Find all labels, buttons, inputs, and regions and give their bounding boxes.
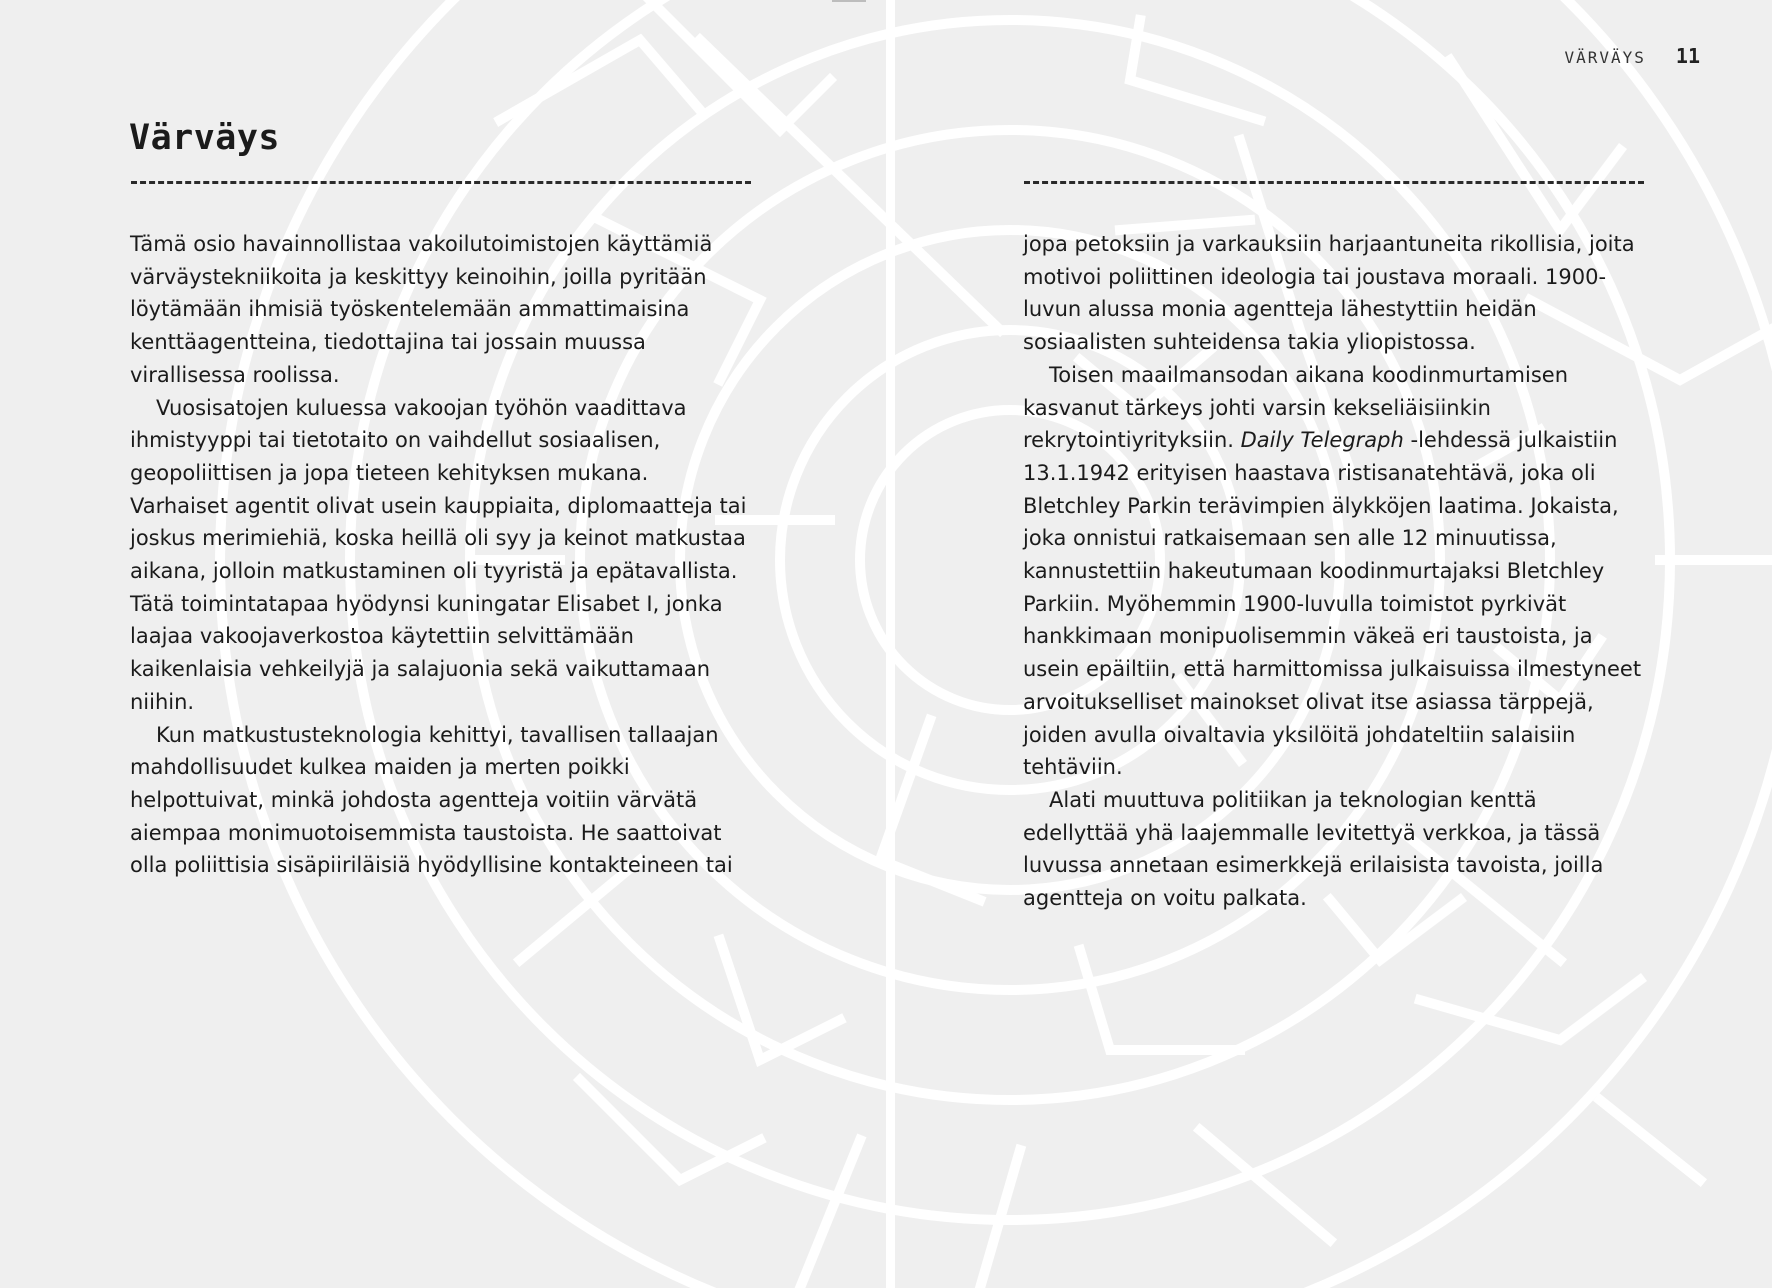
text-run: -lehdessä julkaistiin 13.1.1942 erityisen haastava ristisanatehtävä, joka oli Bletchley Parkin terävimpien älykköjen laatima. Jokaista, joka onnistui ratkaisemaan sen alle 12 minuutissa, kannustettiin hakeutumaan koodinmurtajaksi Bletchley Parkiin. Myöhemmin 1900-luvulla toimistot pyrkivät hankkimaan monipuolisemmin väkeä eri taustoista, ja usein epäiltiin, että harmittomissa julkaisuissa ilmestyneet arvoitukselliset mainokset olivat itse asiassa tärppejä, joiden avulla oivaltavia yksilöitä johdateltiin salaisiin tehtäviin. [1023,428,1642,780]
newspaper-name: Daily Telegraph [1240,428,1404,453]
running-head-title: VÄRVÄYS [1564,48,1646,67]
paragraph: Kun matkustusteknologia kehittyi, tavallisen tallaajan mahdollisuudet kulkea maiden ja merten poikki helpottuivat, minkä johdosta agentteja voitiin värvätä aiempaa monimuotoisemmista taustoista. He saattoivat olla poliittisia sisäpiiriläisiä hyödyllisine kontakteineen tai [130,722,733,878]
page-number: 11 [1675,44,1700,68]
chapter-title: Värväys [129,118,281,158]
left-column [130,228,750,882]
paragraph: Tämä osio havainnollistaa vakoilutoimistojen käyttämiä värväystekniikoita ja keskittyy keinoihin, joilla pyritään löytämään ihmisiä työskentelemään ammattimaisina kenttäagentteina, tiedottajina tai jossain muussa virallisessa roolissa. [130,232,713,387]
dashed-rule-left [131,181,751,184]
running-head [1520,44,1700,68]
paragraph: Alati muuttuva politiikan ja teknologian kenttä edellyttää yhä laajemmalle levitettyä verkkoa, ja tässä luvussa annetaan esimerkkejä erilaisista tavoista, joilla agentteja on voitu palkata. [1023,787,1604,911]
gutter-mark [832,0,866,2]
paragraph: jopa petoksiin ja varkauksiin harjaantuneita rikollisia, joita motivoi poliittinen ideologia tai joustava moraali. 1900-luvun alussa monia agentteja lähestyttiin heidän sosiaalisten suhteidensa takia yliopistossa. [1023,232,1635,355]
paragraph [1023,359,1643,784]
right-column [1023,228,1643,915]
page-gutter [886,0,895,1288]
paragraph: Vuosisatojen kuluessa vakoojan työhön vaadittava ihmistyyppi tai tietotaito on vaihdellut sosiaalisen, geopoliittisen ja jopa tieteen kehityksen mukana. Varhaiset agentit olivat usein kauppiaita, diplomaatteja tai joskus merimiehiä, koska heillä oli syy ja keinot matkustaa aikana, jolloin matkustaminen oli tyyristä ja epätavallista. Tätä toimintatapaa hyödynsi kuningatar Elisabet I, jonka laajaa vakoojaverkostoa käytettiin selvittämään kaikenlaisia vehkeilyjä ja salajuonia sekä vaikuttamaan niihin. [130,395,747,714]
text-run: Toisen maailmansodan aikana koodinmurtamisen kasvanut tärkeys johti varsin kekseliäisiinkin rekrytointiyrityksiin. [1023,362,1569,453]
dashed-rule-right [1024,181,1644,184]
